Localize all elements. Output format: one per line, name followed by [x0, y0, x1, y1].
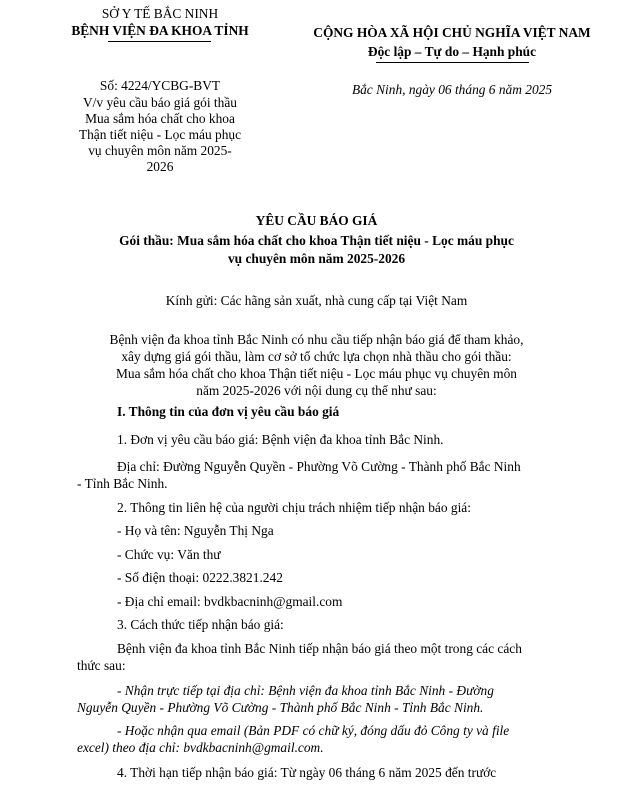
org-parent: SỞ Y TẾ BẮC NINH	[101, 6, 219, 21]
method-line: Bệnh viện đa khoa tỉnh Bắc Ninh tiếp nhận báo giá theo một trong các cách	[117, 641, 522, 656]
intro-paragraph	[64, 331, 569, 399]
subject-line: vụ chuyên môn năm 2025-	[88, 143, 232, 158]
nation-title: CỘNG HÒA XÃ HỘI CHỦ NGHĨA VIỆT NAM	[313, 25, 591, 40]
email-delivery-line: - Hoặc nhận qua email (Bản PDF có chữ ký, đóng dấu đỏ Công ty và file	[117, 723, 510, 738]
subject-line: Thận tiết niệu - Lọc máu phục	[78, 127, 242, 142]
method-line: thức sau:	[77, 658, 126, 673]
motto: Độc lập – Tự do – Hạnh phúc	[367, 44, 537, 59]
deadline-line: 4. Thời hạn tiếp nhận báo giá: Từ ngày 06 tháng 6 năm 2025 đến trước	[117, 765, 497, 780]
subject-line: V/v yêu cầu báo giá gói thầu	[83, 95, 237, 110]
requester-unit: 1. Đơn vị yêu cầu báo giá: Bệnh viện đa khoa tỉnh Bắc Ninh.	[117, 432, 444, 447]
section-heading: I. Thông tin của đơn vị yêu cầu báo giá	[117, 404, 340, 419]
recipient: Kính gửi: Các hãng sản xuất, nhà cung cấp tại Việt Nam	[165, 293, 468, 308]
intro-line: xây dựng giá gói thầu, làm cơ sở tổ chức lựa chọn nhà thầu cho gói thầu:	[121, 349, 512, 364]
direct-delivery-line: Nguyễn Quyền - Phường Võ Cường - Thành phố Bắc Ninh - Tỉnh Bắc Ninh.	[77, 700, 484, 715]
doc-subject	[50, 95, 270, 175]
package-title-line: vụ chuyên môn năm 2025-2026	[227, 251, 406, 266]
contact-email: - Địa chỉ email: bvdkbacninh@gmail.com	[117, 594, 343, 609]
doc-title: YÊU CẦU BÁO GIÁ	[255, 213, 378, 228]
subject-line: 2026	[146, 159, 174, 174]
email-delivery-line: excel) theo địa chỉ: bvdkbacninh@gmail.com.	[77, 740, 324, 755]
package-title-line: Gói thầu: Mua sắm hóa chất cho khoa Thận tiết niệu - Lọc máu phục	[119, 233, 514, 248]
org-name: BỆNH VIỆN ĐA KHOA TỈNH	[71, 23, 249, 38]
intro-line: năm 2025-2026 với nội dung cụ thể như sau:	[196, 383, 437, 398]
method-heading: 3. Cách thức tiếp nhận báo giá:	[117, 617, 284, 632]
direct-delivery-line: - Nhận trực tiếp tại địa chỉ: Bệnh viện đa khoa tỉnh Bắc Ninh - Đường	[117, 683, 494, 698]
contact-heading: 2. Thông tin liên hệ của người chịu trách nhiệm tiếp nhận báo giá:	[117, 500, 471, 515]
contact-name: - Họ và tên: Nguyễn Thị Nga	[117, 523, 274, 538]
subject-line: Mua sắm hóa chất cho khoa	[85, 111, 235, 126]
contact-role: - Chức vụ: Văn thư	[117, 547, 221, 562]
address-line: - Tỉnh Bắc Ninh.	[77, 476, 168, 491]
intro-line: Mua sắm hóa chất cho khoa Thận tiết niệu - Lọc máu phục vụ chuyên môn	[116, 366, 517, 381]
intro-line: Bệnh viện đa khoa tỉnh Bắc Ninh có nhu cầu tiếp nhận báo giá để tham khảo,	[109, 332, 524, 347]
address-line: Địa chỉ: Đường Nguyễn Quyền - Phường Võ Cường - Thành phố Bắc Ninh	[117, 459, 521, 474]
place-date: Bắc Ninh, ngày 06 tháng 6 năm 2025	[351, 82, 553, 97]
motto-underline	[376, 62, 529, 63]
org-underline	[108, 41, 211, 42]
doc-number: Số: 4224/YCBG-BVT	[99, 78, 221, 93]
contact-phone: - Số điện thoại: 0222.3821.242	[117, 570, 283, 585]
